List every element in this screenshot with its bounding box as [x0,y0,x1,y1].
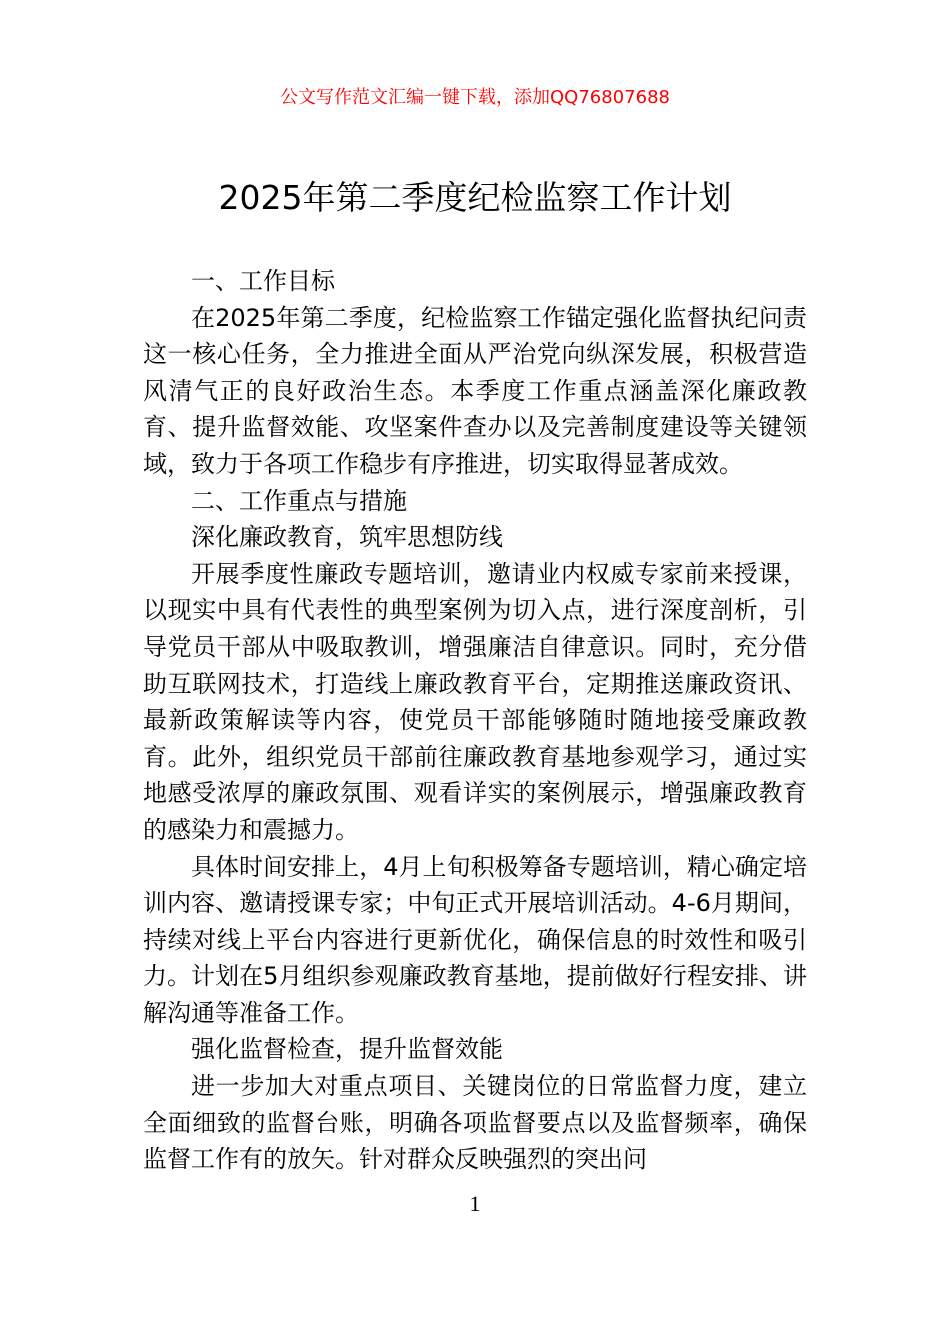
section-heading-measures: 二、工作重点与措施 [191,486,407,515]
paragraph-supervision: 进一步加大对重点项目、关键岗位的日常监督力度，建立全面细致的监督台账，明确各项监督要点以及监督频率，确保监督工作有的放矢。针对群众反映强烈的突出问 [143,1072,807,1174]
page-number: 1 [469,1191,481,1216]
paragraph-goals: 在2025年第二季度，纪检监察工作锚定强化监督执纪问责这一核心任务，全力推进全面从严治党向纵深发展，积极营造风清气正的良好政治生态。本季度工作重点涵盖深化廉政教育、提升监督效能、攻坚案件查办以及完善制度建设等关键领域，致力于各项工作稳步有序推进，切实取得显著成效。 [143,303,807,478]
paragraph-schedule: 具体时间安排上，4月上旬积极筹备专题培训，精心确定培训内容、邀请授课专家；中旬正式开展培训活动。4-6月期间，持续对线上平台内容进行更新优化，确保信息的时效性和吸引力。计划在5月组织参观廉政教育基地，提前做好行程安排、讲解沟通等准备工作。 [143,852,807,1027]
section-heading-goals: 一、工作目标 [191,267,335,295]
paragraph-education: 开展季度性廉政专题培训，邀请业内权威专家前来授课，以现实中具有代表性的典型案例为切入点，进行深度剖析，引导党员干部从中吸取教训，增强廉洁自律意识。同时，充分借助互联网技术，打造线上廉政教育平台，定期推送廉政资讯、最新政策解读等内容，使党员干部能够随时随地接受廉政教育。此外，组织党员干部前往廉政教育基地参观学习，通过实地感受浓厚的廉政氛围、观看详实的案例展示，增强廉政教育的感染力和震撼力。 [143,559,807,844]
subheading-education: 深化廉政教育，筑牢思想防线 [191,523,503,552]
document-body [143,263,807,1178]
document-title: 2025年第二季度纪检监察工作计划 [218,178,732,217]
download-notice: 公文写作范文汇编一键下载，添加QQ76807688 [280,87,670,108]
subheading-supervision: 强化监督检查，提升监督效能 [191,1035,503,1064]
